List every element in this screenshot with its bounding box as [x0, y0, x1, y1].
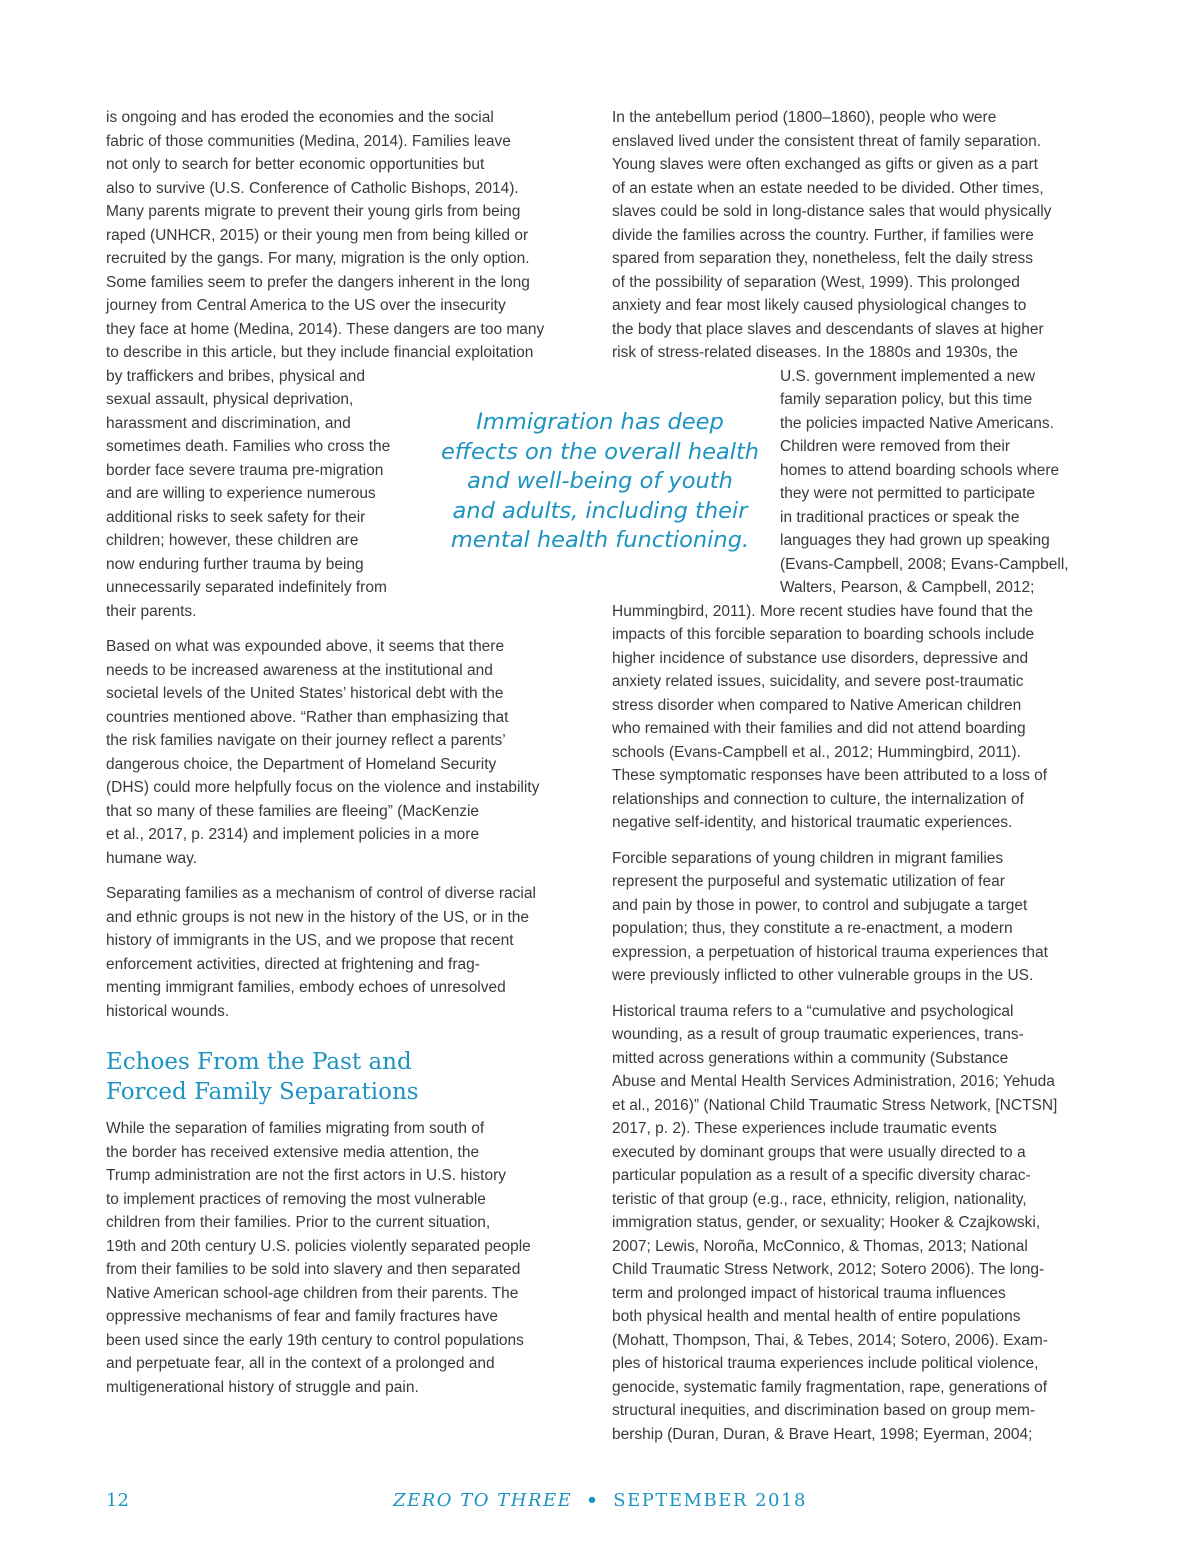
- text-line: Trump administration are not the first actors in U.S. history: [106, 1167, 506, 1184]
- text-line: by traffickers and bribes, physical and: [106, 368, 366, 385]
- text-line: the policies impacted Native Americans.: [780, 415, 1054, 432]
- text-line: term and prolonged impact of historical trauma influences: [612, 1285, 1006, 1302]
- footer-publication: [0, 1490, 1200, 1511]
- text-line: menting immigrant families, embody echoes of unresolved: [106, 979, 506, 996]
- text-line: represent the purposeful and systematic utilization of fear: [612, 873, 1005, 890]
- text-line: relationships and connection to culture, the internalization of: [612, 791, 1024, 808]
- text-line: countries mentioned above. “Rather than emphasizing that: [106, 709, 509, 726]
- text-line: history of immigrants in the US, and we propose that recent: [106, 932, 514, 949]
- text-line: journey from Central America to the US over the insecurity: [106, 297, 506, 314]
- text-line: negative self-identity, and historical traumatic experiences.: [612, 814, 1013, 831]
- text-line: dangerous choice, the Department of Homeland Security: [106, 756, 497, 773]
- text-line: now enduring further trauma by being: [106, 556, 364, 573]
- text-line: of an estate when an estate needed to be divided. Other times,: [612, 180, 1044, 197]
- text-line: who remained with their families and did not attend boarding: [612, 720, 1026, 737]
- text-line: they were not permitted to participate: [780, 485, 1036, 502]
- pull-quote-line: effects on the overall health: [440, 438, 760, 465]
- footer-bullet: •: [586, 1490, 600, 1511]
- text-line: sexual assault, physical deprivation,: [106, 391, 354, 408]
- text-line: historical wounds.: [106, 1003, 230, 1020]
- text-line: languages they had grown up speaking: [780, 532, 1050, 549]
- text-line: raped (UNHCR, 2015) or their young men from being killed or: [106, 227, 529, 244]
- text-line: the body that place slaves and descendants of slaves at higher: [612, 321, 1044, 338]
- text-line: spared from separation they, nonetheless, felt the daily stress: [612, 250, 1034, 267]
- text-line: risk of stress-related diseases. In the 1880s and 1930s, the: [612, 344, 1018, 361]
- text-line: Based on what was expounded above, it seems that there: [106, 638, 505, 655]
- text-line: is ongoing and has eroded the economies and the social: [106, 109, 494, 126]
- pull-quote: [432, 408, 768, 556]
- text-line: enslaved lived under the consistent threat of family separation.: [612, 133, 1042, 150]
- text-line: 19th and 20th century U.S. policies violently separated people: [106, 1238, 531, 1255]
- text-line: Young slaves were often exchanged as gifts or given as a part: [612, 156, 1038, 173]
- text-line: anxiety related issues, suicidality, and severe post-traumatic: [612, 673, 1024, 690]
- text-line: structural inequities, and discrimination based on group mem-: [612, 1402, 1036, 1419]
- text-line: (Evans-Campbell, 2008; Evans-Campbell,: [780, 556, 1069, 573]
- text-line: U.S. government implemented a new: [780, 368, 1036, 385]
- text-line: higher incidence of substance use disorders, depressive and: [612, 650, 1029, 667]
- text-line: humane way.: [106, 850, 198, 867]
- text-line: expression, a perpetuation of historical trauma experiences that: [612, 944, 1048, 961]
- text-line: not only to search for better economic opportunities but: [106, 156, 485, 173]
- heading-line: Forced Family Separations: [106, 1079, 419, 1105]
- publication-name: ZERO TO THREE: [393, 1490, 573, 1511]
- text-line: recruited by the gangs. For many, migration is the only option.: [106, 250, 530, 267]
- text-line: (Mohatt, Thompson, Thai, & Tebes, 2014; Sotero, 2006). Exam-: [612, 1332, 1048, 1349]
- text-line: multigenerational history of struggle and pain.: [106, 1379, 419, 1396]
- text-line: Forcible separations of young children in migrant families: [612, 850, 1004, 867]
- text-line: (DHS) could more helpfully focus on the violence and instability: [106, 779, 540, 796]
- text-line: that so many of these families are fleeing” (MacKenzie: [106, 803, 480, 820]
- pull-quote-line: Immigration has deep: [476, 409, 724, 435]
- text-line: were previously inflicted to other vulnerable groups in the US.: [612, 967, 1034, 984]
- text-line: immigration status, gender, or sexuality; Hooker & Czajkowski,: [612, 1214, 1041, 1231]
- text-line: schools (Evans-Campbell et al., 2012; Hummingbird, 2011).: [612, 744, 1021, 761]
- pull-quote-line: and adults, including their: [452, 497, 748, 524]
- text-line: to describe in this article, but they include financial exploitation: [106, 344, 534, 361]
- text-line: border face severe trauma pre-migration: [106, 462, 384, 479]
- text-line: slaves could be sold in long-distance sales that would physically: [612, 203, 1052, 220]
- text-line: 2017, p. 2). These experiences include traumatic events: [612, 1120, 997, 1137]
- text-line: the border has received extensive media attention, the: [106, 1144, 480, 1161]
- text-line: the risk families navigate on their journey reflect a parents’: [106, 732, 506, 749]
- text-line: et al., 2017, p. 2314) and implement policies in a more: [106, 826, 480, 843]
- text-line: Children were removed from their: [780, 438, 1011, 455]
- heading-line: Echoes From the Past and: [106, 1049, 412, 1075]
- text-line: particular population as a result of a specific diversity charac-: [612, 1167, 1031, 1184]
- text-line: needs to be increased awareness at the institutional and: [106, 662, 493, 679]
- text-line: Abuse and Mental Health Services Administration, 2016; Yehuda: [612, 1073, 1055, 1090]
- text-line: sometimes death. Families who cross the: [106, 438, 391, 455]
- text-line: anxiety and fear most likely caused physiological changes to: [612, 297, 1027, 314]
- text-line: Separating families as a mechanism of control of diverse racial: [106, 885, 536, 902]
- text-line: stress disorder when compared to Native American children: [612, 697, 1022, 714]
- text-line: homes to attend boarding schools where: [780, 462, 1060, 479]
- text-line: bership (Duran, Duran, & Brave Heart, 1998; Eyerman, 2004;: [612, 1426, 1033, 1443]
- text-line: been used since the early 19th century to control populations: [106, 1332, 524, 1349]
- text-line: ples of historical trauma experiences include political violence,: [612, 1355, 1039, 1372]
- text-line: in traditional practices or speak the: [780, 509, 1020, 526]
- text-line: societal levels of the United States’ historical debt with the: [106, 685, 504, 702]
- text-line: Hummingbird, 2011). More recent studies have found that the: [612, 603, 1034, 620]
- text-line: population; thus, they constitute a re-enactment, a modern: [612, 920, 1013, 937]
- text-line: and ethnic groups is not new in the history of the US, or in the: [106, 909, 530, 926]
- text-line: oppressive mechanisms of fear and family fractures have: [106, 1308, 498, 1325]
- text-line: both physical health and mental health of entire populations: [612, 1308, 1021, 1325]
- text-line: to implement practices of removing the most vulnerable: [106, 1191, 486, 1208]
- text-line: teristic of that group (e.g., race, ethnicity, religion, nationality,: [612, 1191, 1027, 1208]
- text-line: children from their families. Prior to the current situation,: [106, 1214, 491, 1231]
- text-line: enforcement activities, directed at frightening and frag-: [106, 956, 480, 973]
- text-line: unnecessarily separated indefinitely from: [106, 579, 387, 596]
- text-line: and pain by those in power, to control and subjugate a target: [612, 897, 1028, 914]
- text-line: Native American school-age children from their parents. The: [106, 1285, 519, 1302]
- text-line: Many parents migrate to prevent their young girls from being: [106, 203, 521, 220]
- text-line: genocide, systematic family fragmentation, rape, generations of: [612, 1379, 1048, 1396]
- text-line: from their families to be sold into slavery and then separated: [106, 1261, 521, 1278]
- text-line: divide the families across the country. Further, if families were: [612, 227, 1034, 244]
- text-line: Walters, Pearson, & Campbell, 2012;: [780, 579, 1035, 596]
- text-line: and are willing to experience numerous: [106, 485, 376, 502]
- text-line: and perpetuate fear, all in the context of a prolonged and: [106, 1355, 495, 1372]
- text-line: of the possibility of separation (West, 1999). This prolonged: [612, 274, 1020, 291]
- text-line: they face at home (Medina, 2014). These dangers are too many: [106, 321, 545, 338]
- pull-quote-line: and well-being of youth: [467, 468, 733, 494]
- text-line: mitted across generations within a community (Substance: [612, 1050, 1009, 1067]
- text-line: executed by dominant groups that were usually directed to a: [612, 1144, 1026, 1161]
- text-line: family separation policy, but this time: [780, 391, 1033, 408]
- text-line: children; however, these children are: [106, 532, 359, 549]
- text-line: Some families seem to prefer the dangers inherent in the long: [106, 274, 530, 291]
- text-line: 2007; Lewis, Noroña, McConnico, & Thomas, 2013; National: [612, 1238, 1028, 1255]
- text-line: their parents.: [106, 603, 197, 620]
- text-line: These symptomatic responses have been attributed to a loss of: [612, 767, 1048, 784]
- text-line: additional risks to seek safety for their: [106, 509, 366, 526]
- text-line: In the antebellum period (1800–1860), people who were: [612, 109, 997, 126]
- text-line: Child Traumatic Stress Network, 2012; Sotero 2006). The long-: [612, 1261, 1045, 1278]
- text-line: fabric of those communities (Medina, 2014). Families leave: [106, 133, 511, 150]
- page-number: 12: [106, 1490, 129, 1511]
- text-line: also to survive (U.S. Conference of Catholic Bishops, 2014).: [106, 180, 519, 197]
- text-line: While the separation of families migrating from south of: [106, 1120, 485, 1137]
- text-line: et al., 2016)” (National Child Traumatic Stress Network, [NCTSN]: [612, 1097, 1058, 1114]
- text-line: harassment and discrimination, and: [106, 415, 351, 432]
- text-line: wounding, as a result of group traumatic experiences, trans-: [612, 1026, 1024, 1043]
- text-line: impacts of this forcible separation to boarding schools include: [612, 626, 1035, 643]
- issue-date: SEPTEMBER 2018: [613, 1490, 807, 1511]
- pull-quote-line: mental health functioning.: [450, 527, 750, 553]
- text-line: Historical trauma refers to a “cumulative and psychological: [612, 1003, 1014, 1020]
